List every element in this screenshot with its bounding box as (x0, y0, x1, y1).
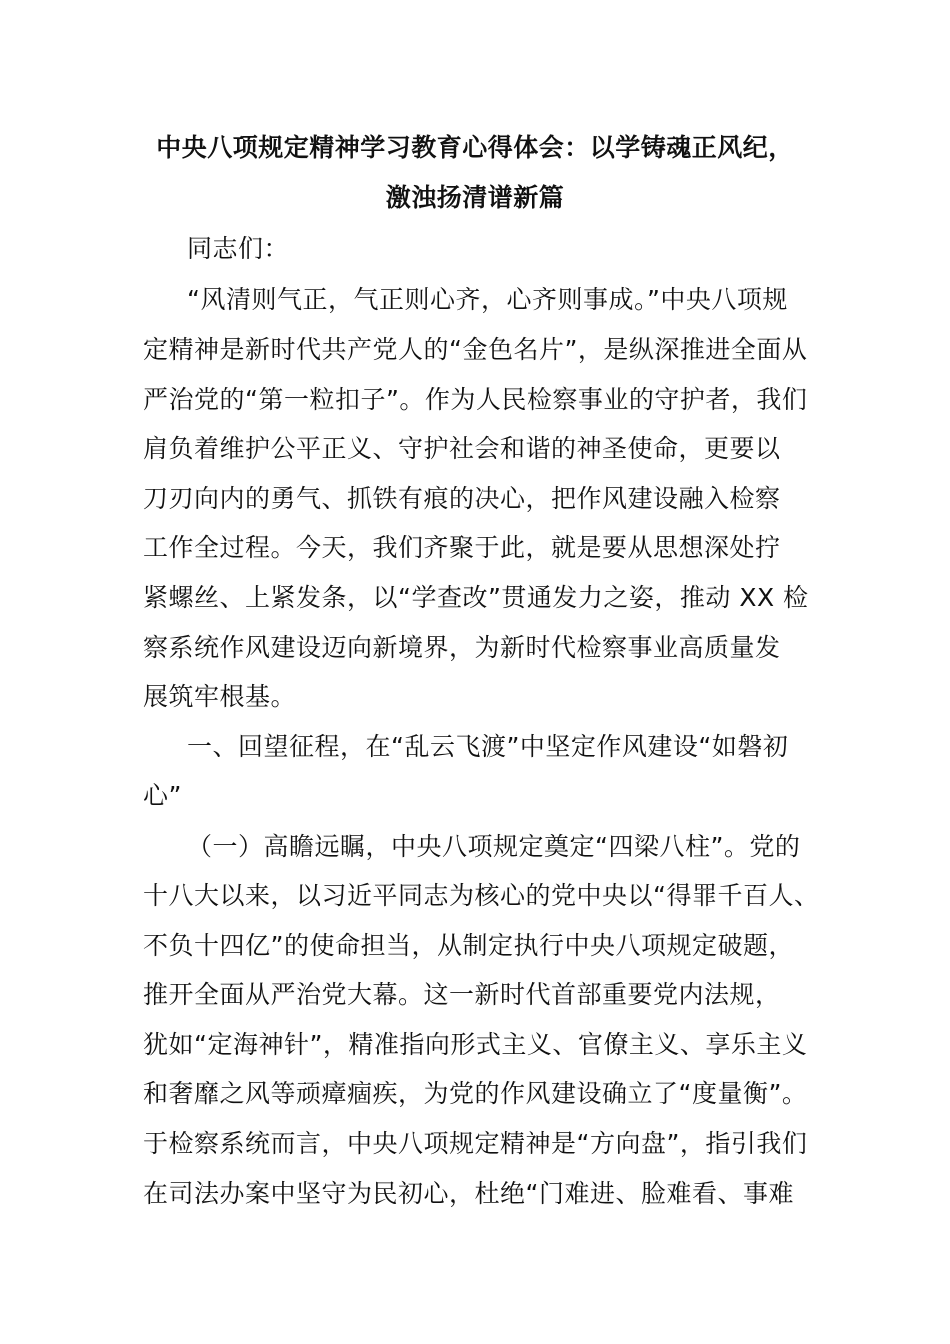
paragraph-line: 严治党的“第一粒扣子”。作为人民检察事业的守护者，我们 (143, 385, 808, 414)
salutation: 同志们： (187, 234, 290, 263)
paragraph-line: 工作全过程。今天，我们齐聚于此，就是要从思想深处拧 (143, 533, 781, 562)
document-title-line-1: 中央八项规定精神学习教育心得体会：以学铸魂正风纪， (156, 133, 794, 162)
paragraph-line: 不负十四亿”的使命担当，从制定执行中央八项规定破题， (143, 931, 794, 960)
paragraph-line: 犹如“定海神针”，精准指向形式主义、官僚主义、享乐主义 (143, 1030, 808, 1059)
paragraph-line: 十八大以来，以习近平同志为核心的党中央以“得罪千百人、 (143, 881, 820, 910)
document-title-line-2: 激浊扬清谱新篇 (385, 183, 565, 212)
paragraph-line: 在司法办案中坚守为民初心，杜绝“门难进、脸难看、事难 (143, 1179, 794, 1208)
section-heading: 一、回望征程，在“乱云飞渡”中坚定作风建设“如磐初 (187, 732, 789, 761)
paragraph-line: 紧螺丝、上紧发条，以“学查改”贯通发力之姿，推动 XX 检 (143, 583, 809, 612)
paragraph-line: （一）高瞻远瞩，中央八项规定奠定“四梁八柱”。党的 (187, 832, 801, 861)
paragraph-line: 展筑牢根基。 (143, 682, 297, 711)
paragraph-line: 和奢靡之风等顽瘴痼疾，为党的作风建设确立了“度量衡”。 (143, 1079, 808, 1108)
paragraph-line: 推开全面从严治党大幕。这一新时代首部重要党内法规， (143, 980, 781, 1009)
paragraph-line: 刀刃向内的勇气、抓铁有痕的决心，把作风建设融入检察 (143, 484, 781, 513)
paragraph-line: “风清则气正，气正则心齐，心齐则事成。”中央八项规 (187, 285, 788, 314)
paragraph-line: 于检察系统而言，中央八项规定精神是“方向盘”，指引我们 (143, 1129, 808, 1158)
paragraph-line: 定精神是新时代共产党人的“金色名片”，是纵深推进全面从 (143, 335, 808, 364)
paragraph-line: 肩负着维护公平正义、守护社会和谐的神圣使命，更要以 (143, 434, 781, 463)
section-heading: 心” (143, 781, 182, 810)
paragraph-line: 察系统作风建设迈向新境界，为新时代检察事业高质量发 (143, 633, 781, 662)
